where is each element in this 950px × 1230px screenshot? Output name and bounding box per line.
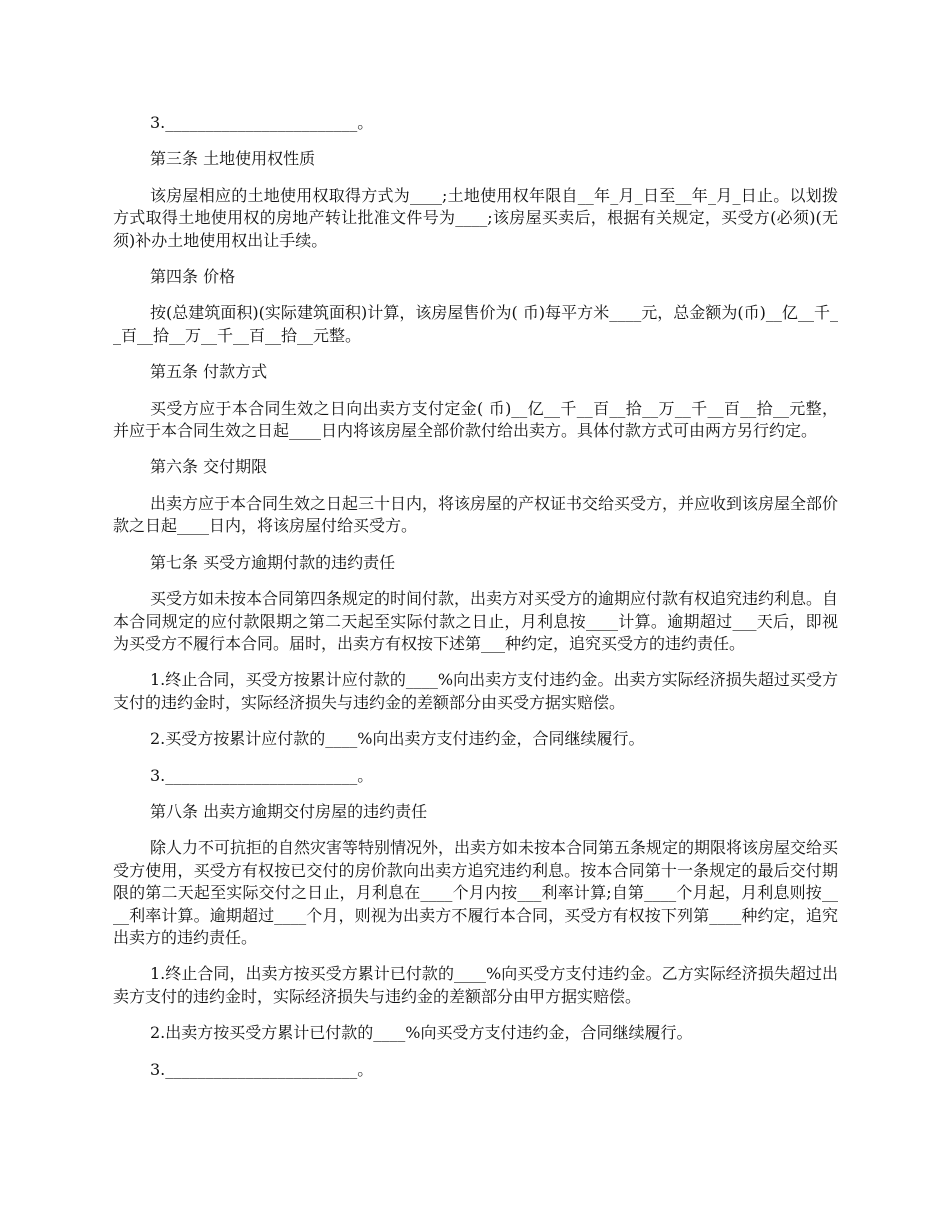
article-8-item-3: 3.________________________。 (150, 1059, 374, 1079)
document-body (113, 112, 838, 1095)
article-8-paragraph: 除人力不可抗拒的自然灾害等特别情况外，出卖方如未按本合同第五条规定的期限将该房屋交给买受方使用，买受方有权按已交付的房价款向出卖方追究违约利息。按本合同第十一条规定的最后交付期限的第二天起至实际交付之日止，月利息在____个月内按___利率计算;自第____个月起，月利息则按____利率计算。逾期超过____个月，则视为出卖方不履行本合同，买受方有权按下列第____种约定，追究出卖方的违约责任。 (113, 838, 839, 947)
article-4-paragraph: 按(总建筑面积)(实际建筑面积)计算，该房屋售价为( 币)每平方米____元，总金额为(币)__亿__千__百__拾__万__千__百__拾__元整。 (113, 303, 838, 345)
article-8-heading: 第八条 出卖方逾期交付房屋的违约责任 (150, 801, 428, 821)
article-6-paragraph: 出卖方应于本合同生效之日起三十日内，将该房屋的产权证书交给买受方，并应收到该房屋全部价款之日起____日内，将该房屋付给买受方。 (113, 493, 839, 536)
article-3-paragraph: 该房屋相应的土地使用权取得方式为____;土地使用权年限自__年_月_日至__年_月_日止。以划拨方式取得土地使用权的房地产转让批准文件号为____;该房屋买卖后，根据有关规定，买受方(必须)(无须)补办土地使用权出让手续。 (113, 185, 838, 250)
article-3-heading: 第三条 土地使用权性质 (150, 149, 316, 169)
article-5-heading: 第五条 付款方式 (150, 362, 268, 382)
article-8-item-2: 2.出卖方按买受方累计已付款的____%向买受方支付违约金，合同继续履行。 (150, 1023, 693, 1043)
article-5-paragraph: 买受方应于本合同生效之日向出卖方支付定金( 币)__亿__千__百__拾__万__千__百__拾__元整，并应于本合同生效之日起____日内将该房屋全部价款付给出卖方。具体付款方式可由两方另行约定。 (113, 398, 838, 441)
article-7-heading: 第七条 买受方逾期付款的违约责任 (150, 552, 396, 572)
article-6-heading: 第六条 交付期限 (150, 457, 268, 477)
article-4-heading: 第四条 价格 (150, 267, 236, 287)
article-8-item-1: 1.终止合同，出卖方按买受方累计已付款的____%向买受方支付违约金。乙方实际经济损失超过出卖方支付的违约金时，实际经济损失与违约金的差额部分由甲方据实赔偿。 (113, 964, 838, 1006)
clause-item-3-blank: 3.________________________。 (150, 113, 374, 132)
article-7-item-1: 1.终止合同，买受方按累计应付款的____%向出卖方支付违约金。出卖方实际经济损失超过买受方支付的违约金时，实际经济损失与违约金的差额部分由买受方据实赔偿。 (113, 670, 838, 712)
article-7-item-3: 3.________________________。 (150, 765, 374, 785)
article-7-item-2: 2.买受方按累计应付款的____%向出卖方支付违约金，合同继续履行。 (150, 729, 645, 749)
article-7-paragraph: 买受方如未按本合同第四条规定的时间付款，出卖方对买受方的逾期应付款有权追究违约利息。自本合同规定的应付款限期之第二天起至实际付款之日止，月利息按____计算。逾期超过___天后，即视为买受方不履行本合同。届时，出卖方有权按下述第___种约定，追究买受方的违约责任。 (113, 589, 839, 653)
